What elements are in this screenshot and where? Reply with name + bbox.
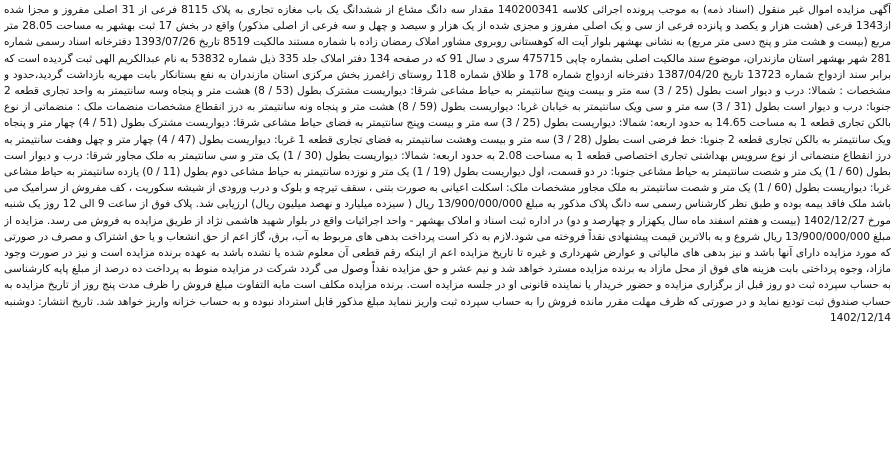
auction-notice-text: آگهی مزایده اموال غیر منقول (اسناد ذمه) به موجب پرونده اجرائی کلاسه 140200341 مقدار سه دانگ مشاع از ششدانگ یک باب مغازه تجاری به پلاک 8115 فرعی از 31 اصلی مفروز و مجزا شده از1343 فرعی (هشت هزار و یکصد و پانزده فرعی از سی و یک اصلی مفروز و مجزی شده از یک هزار و سیصد و چهل و سه فرعی از اصلی مذکور) واقع در بخش 17 ثبت بهشهر به مساحت 28.05 متر مربع (بیست و هشت متر و پنج دسی متر مربع) به نشانی بهشهر بلوار آیت اله کوهستانی روبروی مشاور املاک رمضان زاده با شماره مستند مالکیت 8519 تاریخ 1393/07/26 دفترخانه اسناد رسمی شماره 281 شهر بهشهر استان مازندران، موضوع سند مالکیت اصلی بشماره چاپی 475715 سری د سال 91 که در صفحه 134 دفتر املاک جلد 335 ذیل شماره 53832 به نام عبدالکریم الهی ثبت گردیده است که برابر سند ازدواج شماره 13723 تاریخ 1387/04/20 دفترخانه ازدواج شماره 178 و طلاق شماره 118 روستای زاغمرز بخش مرکزی استان مازندران به نفع بستانکار بابت مهریه بازداشت گردید،حدود و مشخصات : شمالا: درب و دیوار است بطول (25 / 3) سه متر و بیست وپنج سانتیمتر به حیاط مشاعی شرقا: دیواریست مشترک بطول (53 / 8) هشت متر و پنجاه وسه سانتیمتر به واحد تجاری قطعه 2 جنوبا: درب و دیوار است بطول (31 / 3) سه متر و سی ویک سانتیمتر به خیابان غربا: دیواریست بطول (59 / 8) هشت متر و پنجاه ونه سانتیمتر به درز انقطاع مشخصات منضمات ملک : منضماتی از نوع بالکن تجاری قطعه 1 به مساحت 14.65 به حدود اربعه: شمالا: دیواریست بطول (25 / 3) سه متر و بیست وپنج سانتیمتر به فضای حیاط مشاعی شرقا: دیواریست مشترک بطول (51 / 4) چهار متر و پنجاه ویک سانتیمتر به بالکن تجاری قطعه 2 جنوبا: خط فرضی است بطول (28 / 3) سه متر و بیست وهشت سانتیمتر به فضای تجاری قطعه 1 غربا: دیواریست بطول (47 / 4) چهار متر و چهل وهفت سانتیمتر به درز انقطاع منضماتی از نوع سرویس بهداشتی تجاری اختصاصی قطعه 1 به مساحت 2.08 به حدود اربعه: شمالا: دیواریست بطول (30 / 1) یک متر و سی سانتیمتر به ملک مجاور شرقا: درب و دیوار است بطول (60 / 1) یک متر و شصت سانتیمتر به حیاط مشاعی جنوبا: در دو قسمت، اول دیواریست بطول (19 / 1) یک متر و نوزده سانتیمتر به حیاط مشاعی دوم بطول (11 / 0) یازده سانتیمتر به حیاط مشاعی غربا: دیواریست بطول (60 / 1) یک متر و شصت سانتیمتر به ملک مجاور مشخصات ملک: اسکلت اعیانی به صورت بتنی ، سقف تیرچه و بلوک و درب ورودی از شیشه سکوریت ، کف مفروش از سرامیک می باشد ملک فاقد بیمه بوده و طبق نظر کارشناس رسمی سه دانگ پلاک مذکور به مبلغ 13/900/000/000 ریال ( سیزده میلیارد و نهصد میلیون ریال) ارزیابی شد. پلاک فوق از ساعت 9 الی 12 روز یک شنبه مورخ 1402/12/27 (بیست و هفتم اسفند ماه سال یکهزار و چهارصد و دو) در اداره ثبت اسناد و املاک بهشهر - واحد اجرائیات واقع در بلوار شهید هاشمی نژاد از طریق مزایده به فروش می رسد. مزایده از مبلغ 13/900/000/000 ریال شروع و به بالاترین قیمت پیشنهادی نقداً فروخته می شود.لازم به ذکر است پرداخت بدهی های مربوط به آب، برق، گاز اعم از حق انشعاب و یا حق اشتراک و مصرف در صورتی که مورد مزایده دارای آنها باشد و نیز بدهی های مالیاتی و عوارض شهرداری و غیره تا تاریخ مزایده اعم از اینکه رقم قطعی آن معلوم شده یا نشده باشد به عهده برنده مزایده است و نیز در صورت وجود مازاد، وجوه پرداختی بابت هزینه های فوق از محل مازاد به برنده مزایده مسترد خواهد شد و نیم عشر و حق مزایده نقداً وصول می گردد شرکت در مزایده منوط به پرداخت ده درصد از مبلغ پایه کارشناسی به حساب سپرده ثبت دو روز قبل از برگزاری مزایده و حضور خریدار یا نماینده قانونی او در جلسه مزایده است. برنده مزایده مکلف است مابه التفاوت مبلغ فروش را ظرف مدت پنج روز از تاریخ مزایده به حساب صندوق ثبت تودیع نماید و در صورتی که ظرف مهلت مقرر مانده فروش را به حساب سپرده ثبت واریز ننماید مبلغ مذکور قابل استرداد نبوده و به حساب خزانه واریز خواهد شد. تاریخ انتشار: دوشنبه 1402/12/14 — [4, 4, 891, 324]
